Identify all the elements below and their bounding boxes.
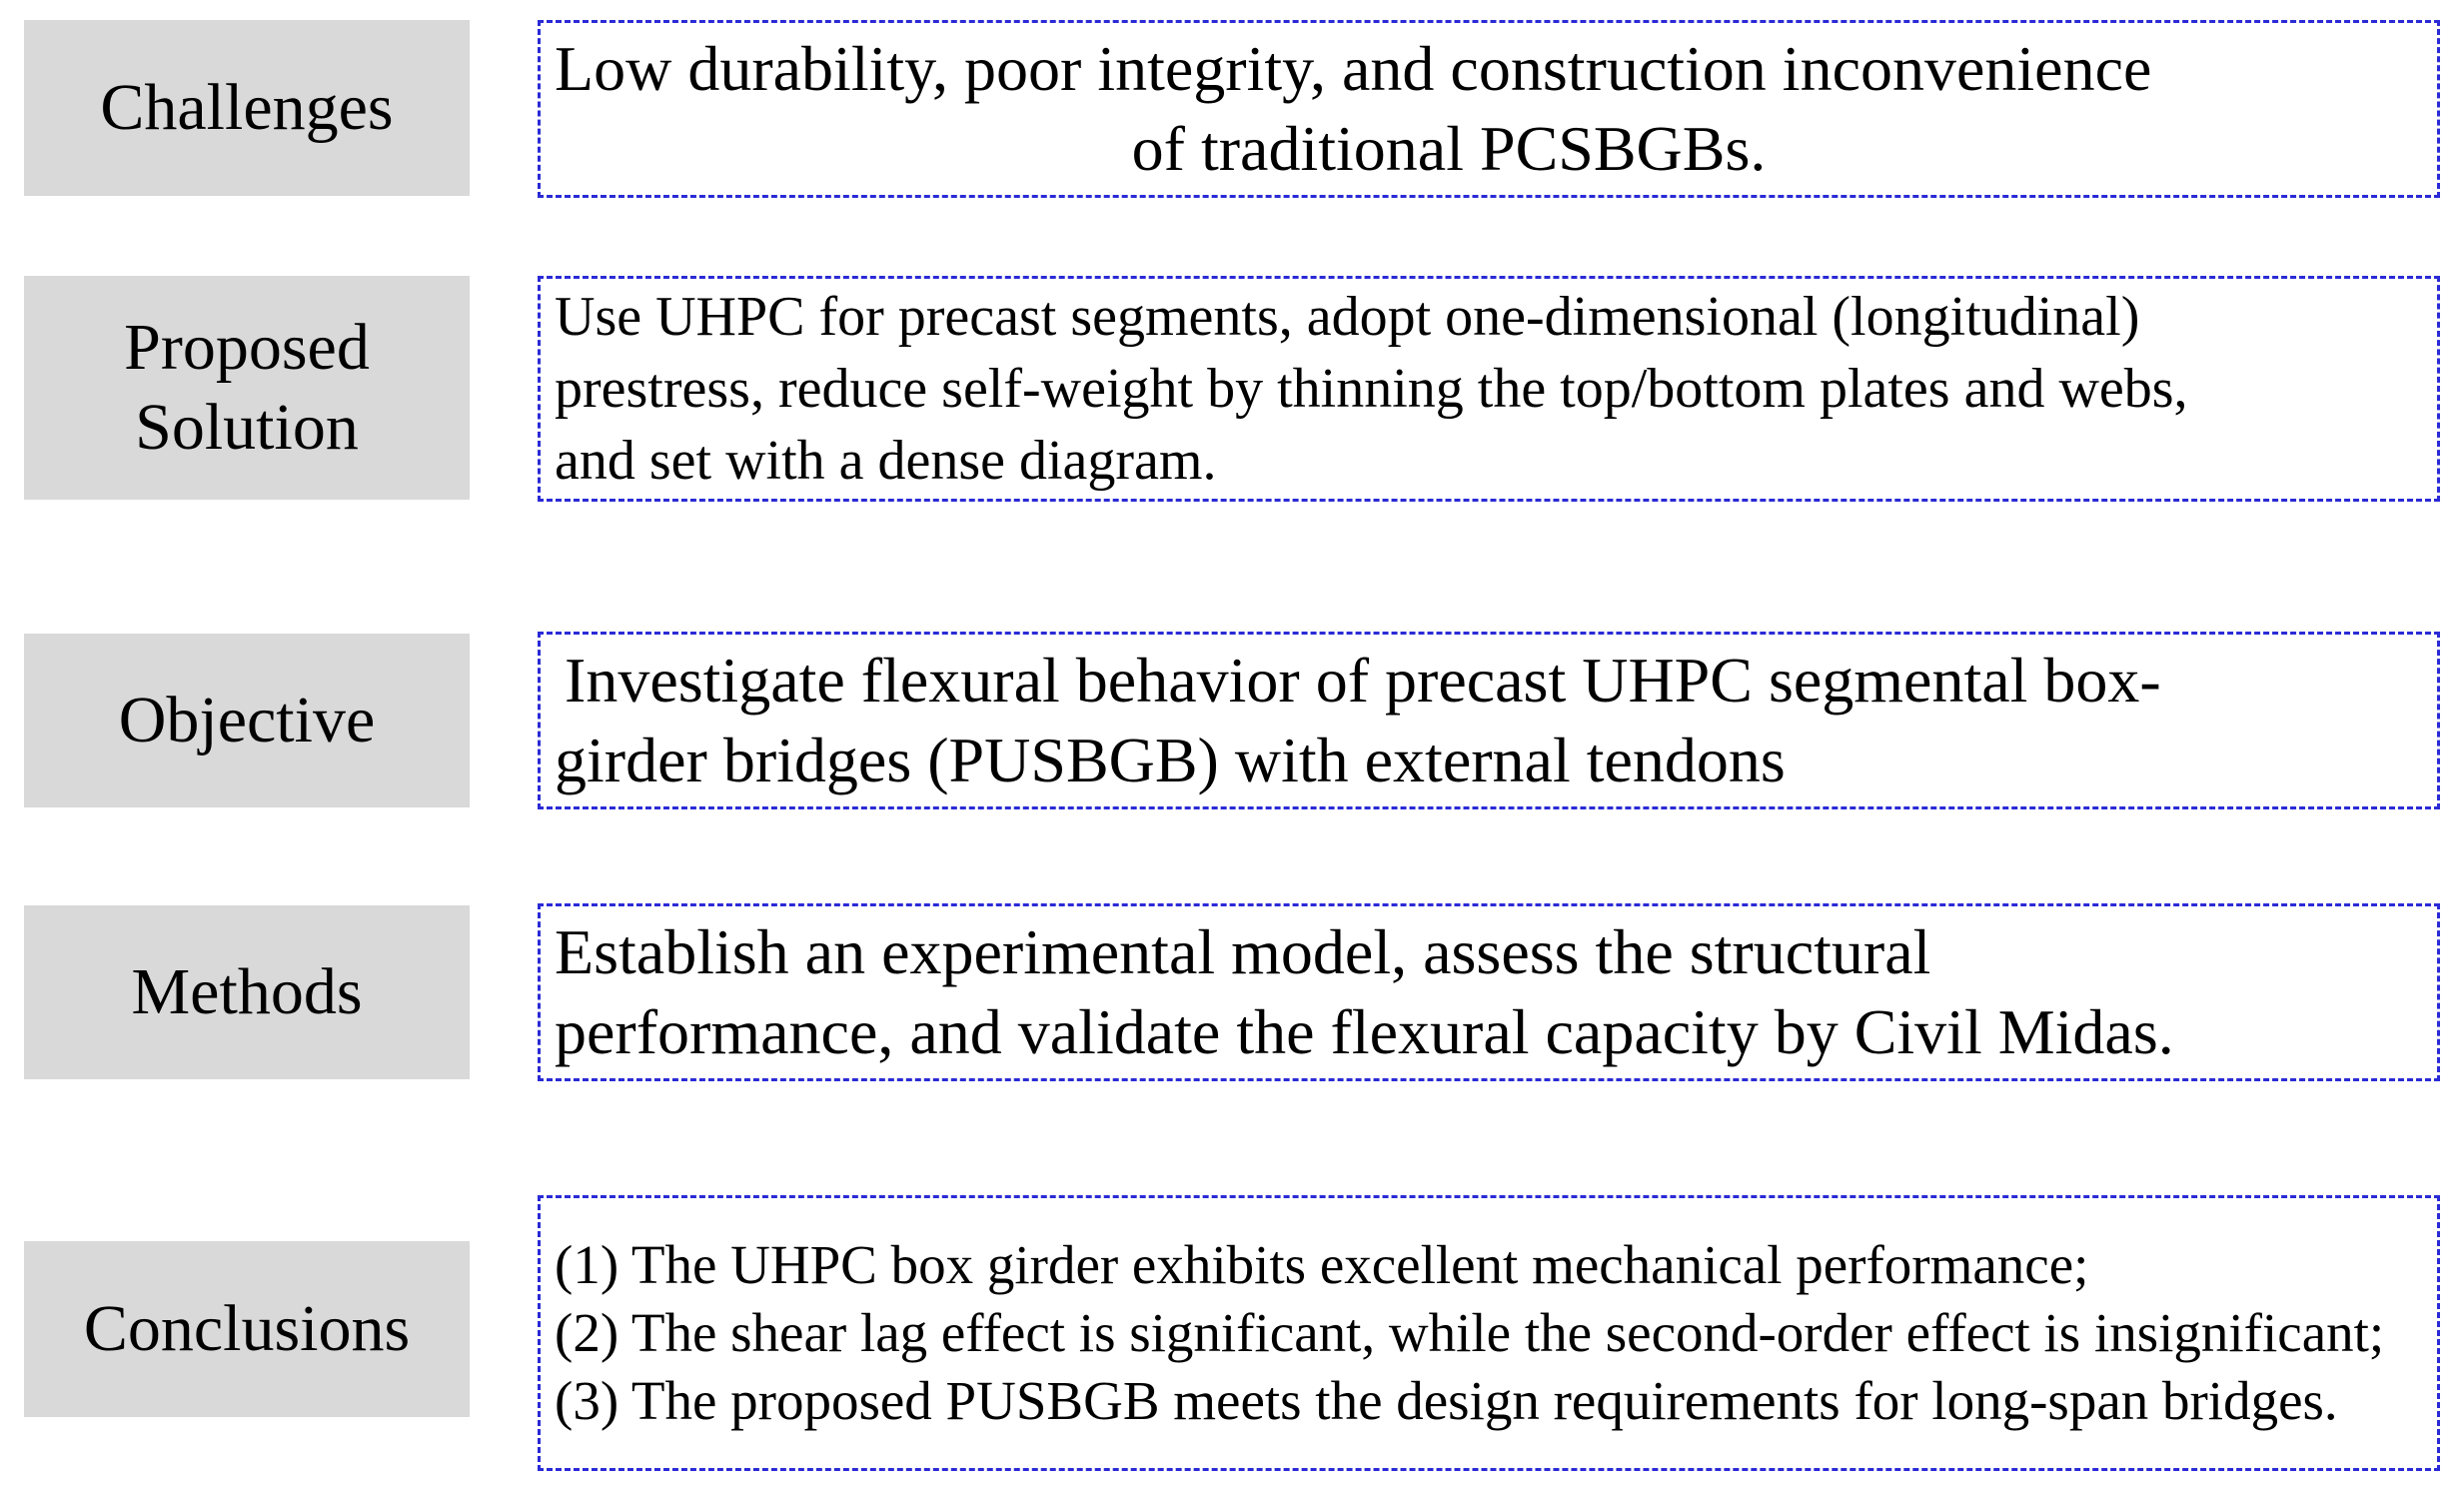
conclusions-line-3: (3) The proposed PUSBGB meets the design requirements for long-span bridges. <box>555 1370 2338 1431</box>
challenges-label-box <box>24 20 470 196</box>
conclusions-line-1: (1) The UHPC box girder exhibits excellent mechanical performance; <box>555 1234 2089 1295</box>
objective-line-2: girder bridges (PUSBGB) with external tendons <box>555 725 1786 795</box>
challenges-line-2: of traditional PCSBGBs. <box>1131 113 1767 184</box>
conclusions-label: Conclusions <box>83 1292 411 1365</box>
challenges-content-box <box>538 20 2440 198</box>
challenges-label: Challenges <box>100 71 394 144</box>
methods-label-box <box>24 905 470 1079</box>
methods-content-box <box>538 903 2440 1081</box>
proposed-solution-label-line-2: Solution <box>135 391 359 464</box>
objective-content-box <box>538 632 2440 809</box>
methods-line-2: performance, and validate the flexural capacity by Civil Midas. <box>555 996 2174 1067</box>
methods-label: Methods <box>131 955 363 1028</box>
proposed-solution-line-3: and set with a dense diagram. <box>555 430 1217 492</box>
proposed-solution-label-line-1: Proposed <box>124 311 370 384</box>
methods-line-1: Establish an experimental model, assess the structural <box>555 916 1931 987</box>
challenges-line-1: Low durability, poor integrity, and construction inconvenience <box>555 33 2152 104</box>
conclusions-label-box <box>24 1241 470 1417</box>
conclusions-content-box <box>538 1195 2440 1471</box>
proposed-solution-line-1: Use UHPC for precast segments, adopt one-dimensional (longitudinal) <box>555 286 2140 348</box>
proposed-solution-content-box <box>538 276 2440 502</box>
objective-label: Objective <box>118 684 376 756</box>
proposed-solution-line-2: prestress, reduce self-weight by thinning the top/bottom plates and webs, <box>555 358 2188 420</box>
objective-line-1: Investigate flexural behavior of precast UHPC segmental box- <box>565 645 2161 716</box>
proposed-solution-label-box <box>24 276 470 500</box>
objective-label-box <box>24 634 470 807</box>
conclusions-line-2: (2) The shear lag effect is significant, while the second-order effect is insignificant; <box>555 1302 2385 1363</box>
